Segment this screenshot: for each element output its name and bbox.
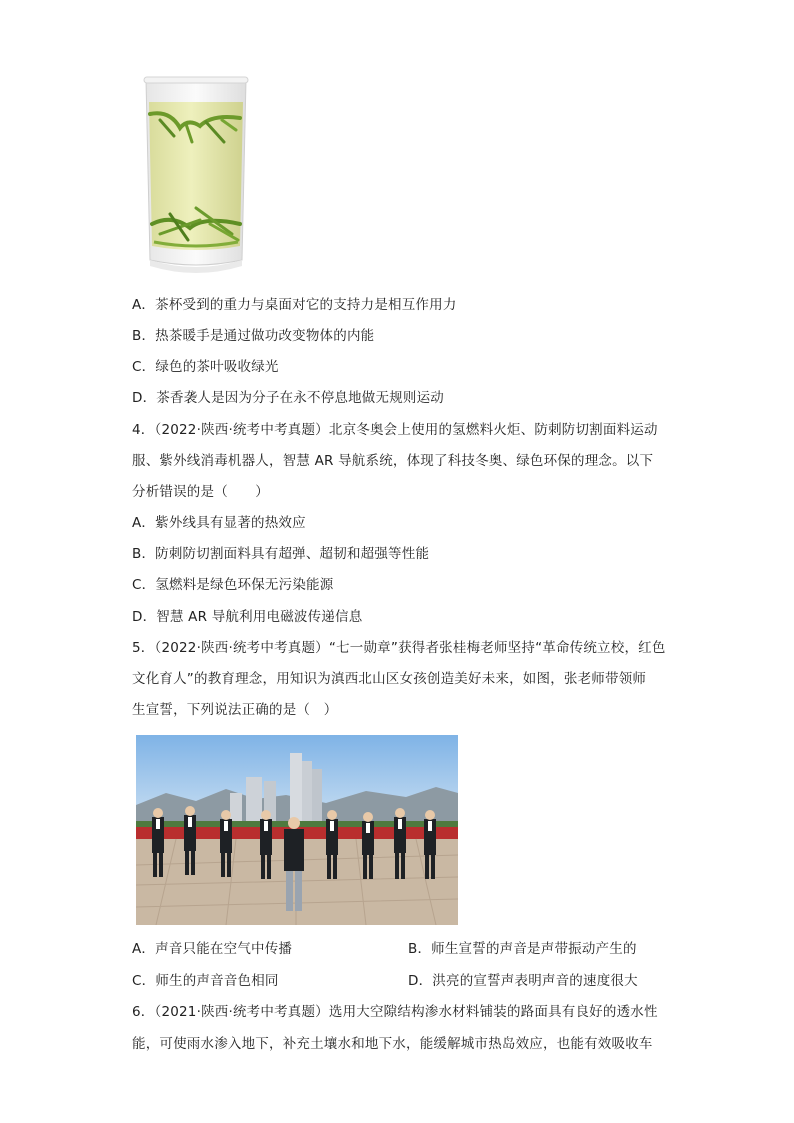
q5-option-d: D．洪亮的宣誓声表明声音的速度很大: [408, 973, 638, 989]
q5-stem-line-2: 文化育人”的教育理念，用知识为滇西北山区女孩创造美好未来，如图，张老师带领师: [132, 671, 647, 687]
q3-option-d: D．茶香袭人是因为分子在永不停息地做无规则运动: [132, 390, 444, 406]
q4-stem-line-2: 服、紫外线消毒机器人，智慧 AR 导航系统，体现了科技冬奥、绿色环保的理念。以下: [132, 453, 654, 469]
q5-option-a: A．声音只能在空气中传播: [132, 941, 293, 957]
oath-photo-figure: [136, 735, 458, 925]
q3-option-b: B．热茶暖手是通过做功改变物体的内能: [132, 328, 375, 344]
q4-option-c: C．氢燃料是绿色环保无污染能源: [132, 577, 334, 593]
q3-option-a: A．茶杯受到的重力与桌面对它的支持力是相互作用力: [132, 297, 457, 313]
q4-option-a: A．紫外线具有显著的热效应: [132, 515, 306, 531]
q5-option-b: B．师生宣誓的声音是声带振动产生的: [408, 941, 637, 957]
q5-option-c: C．师生的声音音色相同: [132, 973, 279, 989]
q6-stem-line-2: 能，可使雨水渗入地下，补充土壤水和地下水，能缓解城市热岛效应，也能有效吸收车: [132, 1036, 653, 1052]
q4-stem-line-3: 分析错误的是（ ）: [132, 484, 269, 500]
q5-stem-line-3: 生宣誓，下列说法正确的是（ ）: [132, 702, 338, 718]
q4-stem-line-1: 4．（2022·陕西·统考中考真题）北京冬奥会上使用的氢燃料火炬、防刺防切割面料运动: [132, 422, 658, 438]
q5-stem-line-1: 5．（2022·陕西·统考中考真题）“七一勋章”获得者张桂梅老师坚持“革命传统立校，红色: [132, 640, 666, 656]
tea-cup-figure: [140, 74, 252, 284]
q3-option-c: C．绿色的茶叶吸收绿光: [132, 359, 279, 375]
q4-option-b: B．防刺防切割面料具有超弹、超韧和超强等性能: [132, 546, 430, 562]
q4-option-d: D．智慧 AR 导航利用电磁波传递信息: [132, 609, 363, 625]
q6-stem-line-1: 6．（2021·陕西·统考中考真题）选用大空隙结构渗水材料铺装的路面具有良好的透水性: [132, 1004, 658, 1020]
